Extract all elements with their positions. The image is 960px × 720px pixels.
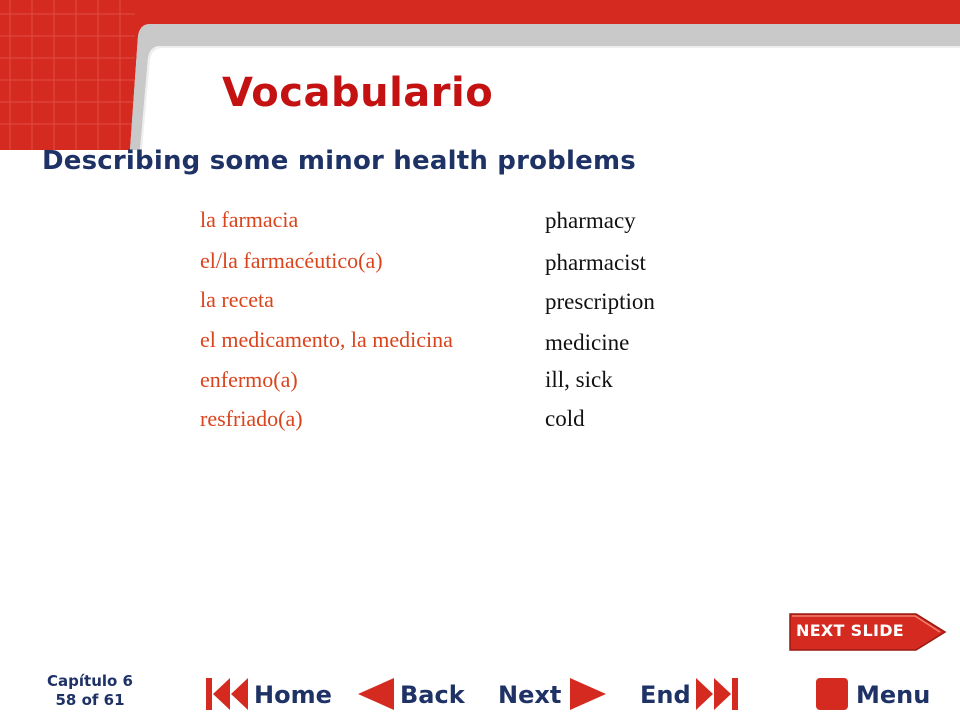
menu-square-icon: [814, 676, 850, 712]
vocab-term: enfermo(a): [200, 367, 298, 392]
rewind-icon: [204, 676, 250, 712]
fast-forward-icon: [694, 676, 740, 712]
slide-subtitle: Describing some minor health problems: [42, 146, 636, 176]
vocab-term: la receta: [200, 287, 274, 312]
next-button[interactable]: [498, 672, 618, 716]
back-label: Back: [400, 681, 465, 709]
chapter-label: Capítulo 6: [47, 672, 133, 690]
vocab-term: el medicamento, la medicina: [200, 327, 453, 352]
end-button[interactable]: [640, 672, 750, 716]
vocab-meaning: ill, sick: [545, 367, 613, 392]
next-slide-label: NEXT SLIDE: [796, 621, 905, 640]
back-arrow-icon: [356, 676, 396, 712]
next-label: Next: [498, 681, 562, 709]
bottom-navigation: [0, 668, 960, 720]
end-label: End: [640, 681, 691, 709]
vocab-meaning: cold: [545, 406, 585, 431]
forward-arrow-icon: [568, 676, 608, 712]
vocab-meaning: pharmacist: [545, 250, 646, 275]
back-button[interactable]: [356, 672, 476, 716]
slide-counter: 58 of 61: [55, 691, 125, 709]
next-slide-button[interactable]: [788, 612, 948, 652]
vocab-meaning: prescription: [545, 289, 655, 314]
vocab-meaning: medicine: [545, 330, 630, 355]
home-button[interactable]: [204, 672, 334, 716]
vocab-meaning: pharmacy: [545, 208, 636, 233]
menu-button[interactable]: [814, 672, 934, 716]
vocab-term: el/la farmacéutico(a): [200, 248, 383, 273]
menu-label: Menu: [856, 681, 931, 709]
vocab-term: resfriado(a): [200, 406, 303, 431]
slide-title: Vocabulario: [222, 70, 494, 116]
vocab-term: la farmacia: [200, 207, 299, 232]
home-label: Home: [254, 681, 332, 709]
